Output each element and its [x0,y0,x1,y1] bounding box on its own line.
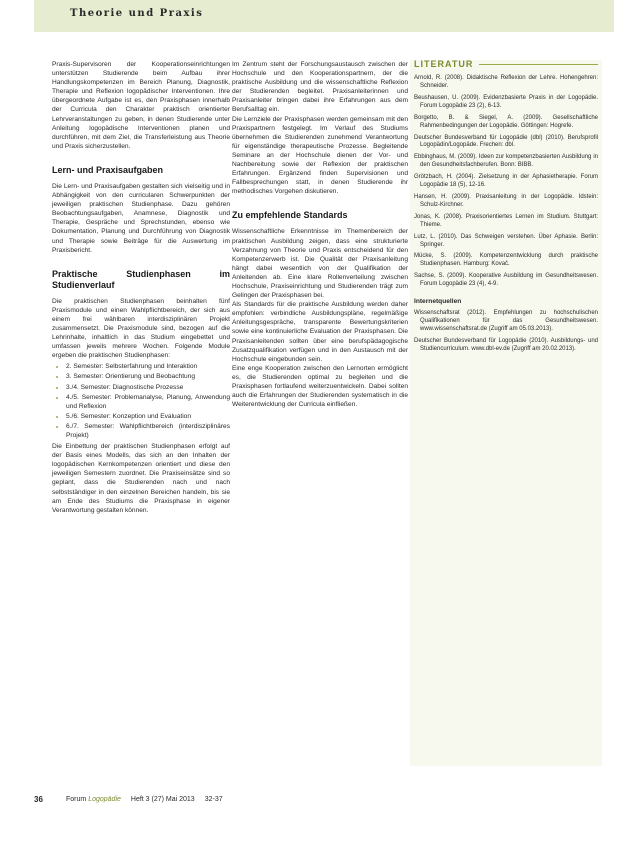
paragraph: Die Lern- und Praxisaufgaben gestalten sich vielseitig und in Abhängigkeit von den curricularen Schwerpunkten der jeweiligen praktischen Studienphase. Dazu gehören Beobachtungsaufgaben, Anamnese, Diagnostik und Therapie, Gespräche und Sprechstunden, ebenso wie Dokumentation, Planung und Durchführung von Diagnostik und Therapie sowie Beiträge für die Auswertung im Praxisbericht. [52,182,230,254]
heading-praktische-studienphasen: Praktische Studienphasen im Studienverlauf [52,268,230,290]
reference-item: Deutscher Bundesverband für Logopädie (2010). Ausbildungs- und Studiencurriculum. www.dbl-ev.de (Zugriff am 20.02.2013). [414,337,598,352]
intro-paragraph: Praxis-Supervisoren der Kooperationseinrichtungen unterstützen Studierende beim Aufbau ihrer Handlungskompetenzen im Bereich Planung, Diagnostik, Therapie und Reflexion logopädischer Interventionen. Ihre übergeordnete Aufgabe ist es, den Praxisphasen innerhalb der Curricula den Charakter praktisch orientierter Lehrveranstaltungen zu geben, in denen Studierende unter Anleitung logopädische Interventionen planen und durchführen, mit dem Ziel, die Transferleistung aus Theorie und Praxis sicherzustellen. [52,61,230,150]
reference-item: Arnold, R. (2008). Didaktische Reflexion der Lehre. Hohengehren: Schneider. [414,75,598,89]
section-title: Theorie und Praxis [70,8,204,19]
list-item: • 3. Semester: Orientierung und Beobachtung [66,372,230,381]
page-footer [34,792,334,806]
paragraph: Wissenschaftliche Erkenntnisse im Themenbereich der praktischen Ausbildung zeigen, dass eine strukturierte Verzahnung von Theorie und Praxis entscheidend für den Kompetenzerwerb ist. Die Qualität der Praxisanleitung hängt dabei wesentlich von der Qualifikation der Anleitenden ab. Eine klare Rollenverteilung zwischen Hochschule, Praxiseinrichtung und Studierenden trägt zum Gelingen der Praxisphasen bei. [232,228,408,300]
web-sources-heading: Internetquellen [414,298,462,306]
list-item: • 3./4. Semester: Diagnostische Prozesse [66,383,230,392]
list-item: • 2. Semester: Selbsterfahrung und Interaktion [66,362,230,371]
reference-item: Hansen, H. (2009). Praxisanleitung in der Logopädie. Idstein: Schulz-Kirchner. [414,193,598,208]
list-item: • 5./6. Semester: Konzeption und Evaluation [66,412,230,421]
divider [479,64,598,65]
reference-item: Mücke, S. (2009). Kompetenzentwicklung durch praktische Studienphasen. Hamburg: Kovač. [414,253,598,268]
reference-item: Lutz, L. (2010). Das Schweigen verstehen. Über Aphasie. Berlin: Springer. [414,233,598,248]
reference-item: Ebbinghaus, M. (2009). Ideen zur kompetenzbasierten Ausbildung in den Gesundheitsfachberufen. Bonn: BIBB. [414,154,598,169]
literature-title: LITERATUR [414,59,474,69]
literature-sidebar [410,60,602,766]
page-number: 36 [34,794,43,804]
paragraph: Im Zentrum steht der Forschungsaustausch zwischen der Hochschule und den Kooperationspartnern, der die praktische Ausbildung und die wissenschaftliche Reflexion der Studierenden begleitet. Praxisanleiterinnen und Praxisanleiter bringen dabei ihre Erfahrungen aus dem Berufsalltag ein. [232,61,408,114]
paragraph: Als Standards für die praktische Ausbildung werden daher empfohlen: verbindliche Ausbildungspläne, regelmäßige Anleitungsgespräche, transparente Bewertungskriterien sowie eine kontinuierliche Evaluation der Praxisphasen. Die Praxisanleitenden sollten über eine berufspädagogische Zusatzqualifikation verfügen und in den Austausch mit der Hochschule eingebunden sein. [232,301,408,363]
page-header [34,0,614,32]
column-middle [232,60,408,409]
web-reference-list [414,310,598,354]
column-left [52,60,230,515]
paragraph: Eine enge Kooperation zwischen den Lernorten ermöglicht es, die Studierenden optimal zu begleiten und die Praxisphasen fortlaufend weiterzuentwickeln. Dabei sollten auch die Erfahrungen der Studierenden systematisch in die Weiterentwicklung der Curricula einfließen. [232,364,408,409]
paragraph: Die Einbettung der praktischen Studienphasen erfolgt auf der Basis eines Modells, das sich an den Inhalten der logopädischen Kernkompetenzen orientiert und diese den jeweiligen Semestern zuordnet. Die Praxiseinsätze sind so geplant, dass die Studierenden nach und nach selbstständiger in den einzelnen Bereichen handeln, bis sie am Ende des Studiums die Praxisphase in eigener Verantwortung gestalten können. [52,443,230,514]
page-range: 32-37 [204,795,223,803]
reference-item: Wissenschaftsrat (2012). Empfehlungen zu hochschulischen Qualifikationen für das Gesundheitswesen. www.wissenschaftsrat.de (Zugriff am 05.03.2013). [414,310,598,332]
list-item: • 6./7. Semester: Wahlpflichtbereich (interdisziplinäres Projekt) [66,422,230,440]
reference-item: Sachse, S. (2009). Kooperative Ausbildung im Gesundheitswesen. Forum Logopädie 23 (4), 4-9. [414,273,598,288]
heading-standards: Zu empfehlende Standards [232,210,348,221]
reference-item: Deutscher Bundesverband für Logopädie (dbl) (2010). Berufsprofil Logopädin/Logopäde. Frechen: dbl. [414,134,598,149]
magazine-name: Forum Logopädie [66,795,121,803]
reference-list [414,75,598,289]
paragraph: Die Lernziele der Praxisphasen werden gemeinsam mit den Praxispartnern festgelegt. Im Verlauf des Studiums übernehmen die Studierenden zunehmend Verantwortung für eigenständige therapeutische Prozesse. Begleitende Seminare an der Hochschule dienen der Vor- und Nachbereitung sowie der Reflexion der praktischen Erfahrungen. Ergänzend finden Supervisionen und Fallbesprechungen statt, in denen Studierende ihr methodisches Vorgehen diskutieren. [232,115,408,196]
reference-item: Beushausen, U. (2009). Evidenzbasierte Praxis in der Logopädie. Forum Logopädie 23 (2), 6-13. [414,94,598,109]
list-item: • 4./5. Semester: Problemanalyse, Planung, Anwendung und Reflexion [66,393,230,411]
literature-heading [414,60,598,69]
reference-item: Borgetto, B. & Siegel, A. (2009). Gesellschaftliche Rahmenbedingungen der Logopädie. Göttingen: Hogrefe. [414,114,598,129]
paragraph: Die praktischen Studienphasen beinhalten fünf Praxismodule und einen Wahlpflichtbereich, der sich aus einem frei wählbaren interdisziplinären Projekt zusammensetzt. Die Praxismodule sind, bezogen auf die Lehrinhalte, inhaltlich in das Studium eingebettet und umfassen jeweils mehrere Wochen. Folgende Module ergeben die praktischen Studienphasen: [52,297,230,360]
reference-item: Grötzbach, H. (2004). Zielsetzung in der Aphasietherapie. Forum Logopädie 18 (5), 12-16. [414,174,598,189]
reference-item: Jonas, K. (2008). Praxisorientiertes Lernen im Studium. Stuttgart: Thieme. [414,213,598,228]
module-list [52,362,230,440]
magazine-name-italic: Logopädie [88,795,121,803]
issue-info: Heft 3 (27) Mai 2013 [130,795,195,803]
heading-lern-praxisaufgaben: Lern- und Praxisaufgaben [52,164,164,175]
